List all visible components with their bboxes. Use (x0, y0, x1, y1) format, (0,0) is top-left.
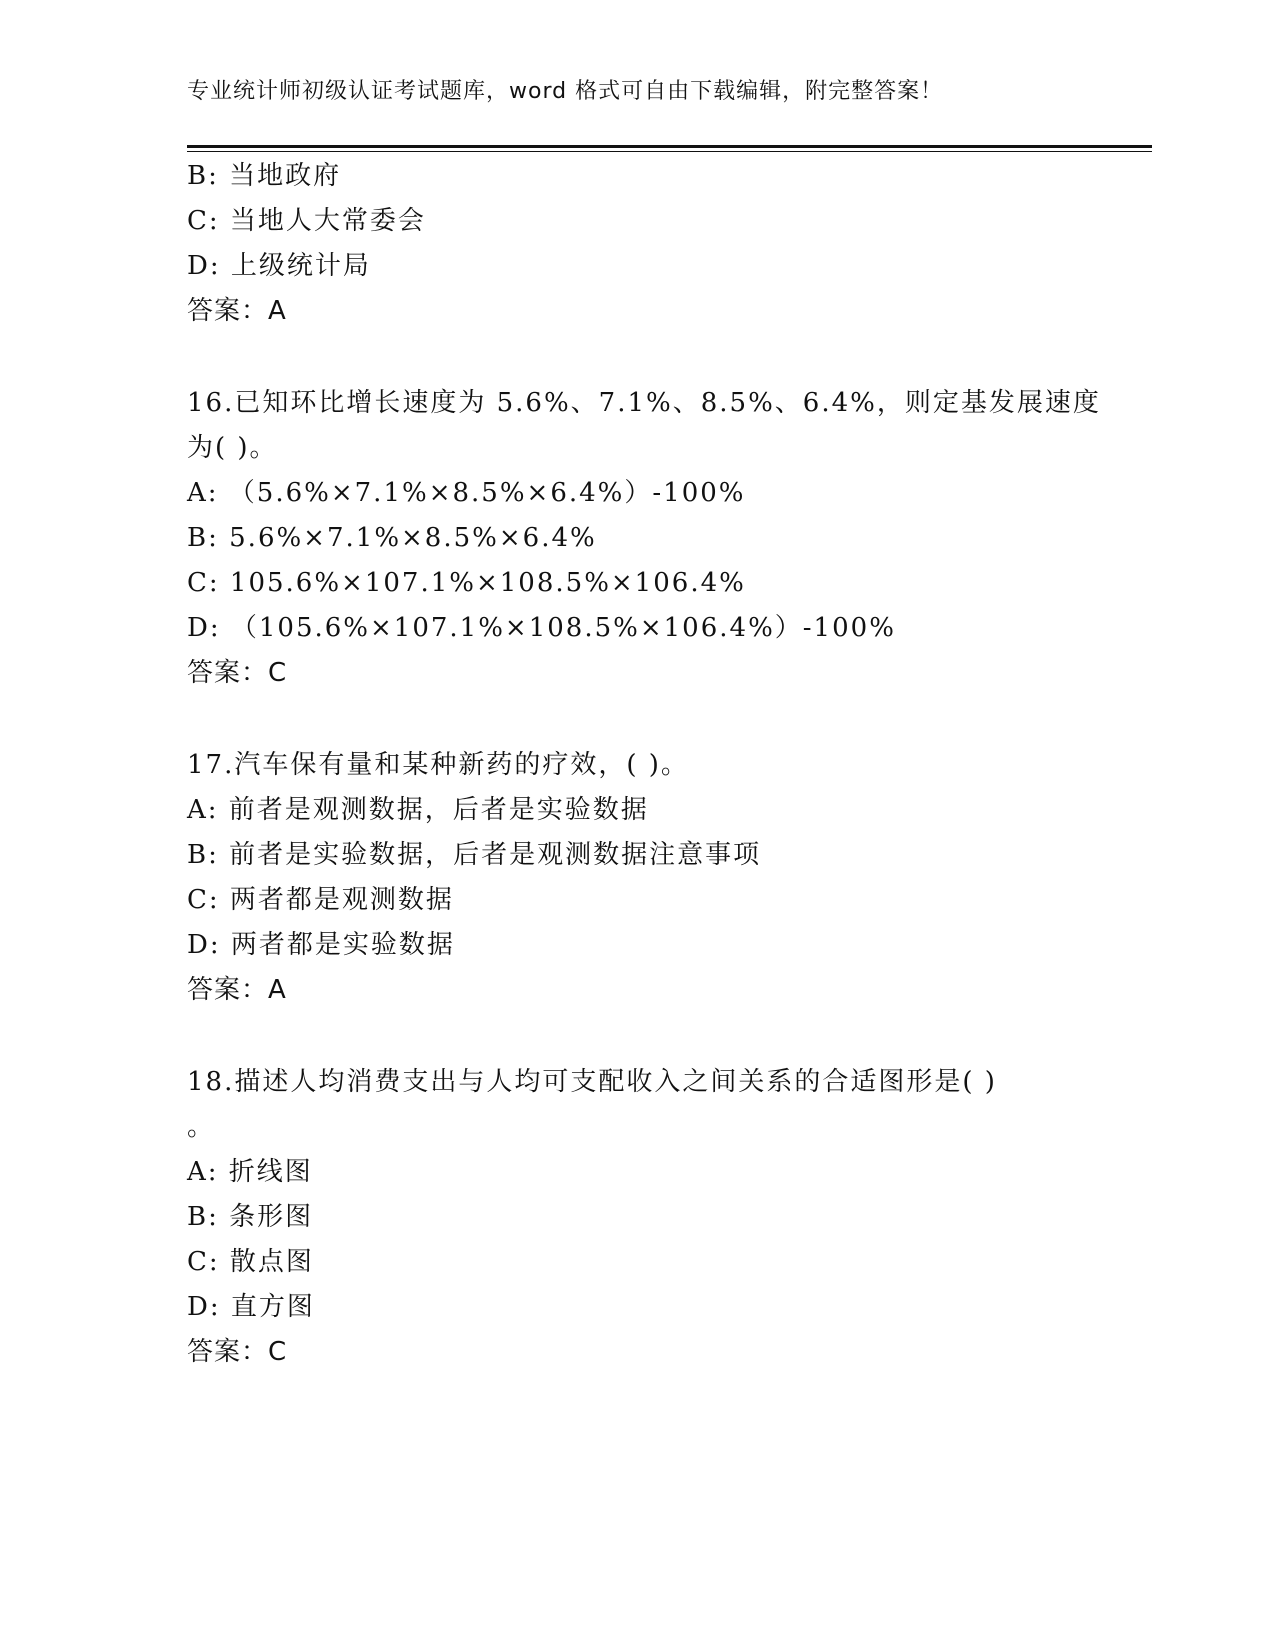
q16-stem-line1: 16.已知环比增长速度为 5.6%、7.1%、8.5%、6.4%，则定基发展速度 (187, 388, 1101, 418)
q17-answer: 答案：A (187, 975, 287, 1005)
q18-option-a: A: 折线图 (187, 1157, 313, 1187)
q15-option-d: D: 上级统计局 (187, 251, 371, 281)
q17-option-b: B: 前者是实验数据，后者是观测数据注意事项 (187, 840, 762, 870)
q18-option-b: B: 条形图 (187, 1202, 314, 1232)
q17-stem-line1: 17.汽车保有量和某种新药的疗效，( )。 (187, 750, 689, 780)
q15-answer: 答案：A (187, 296, 287, 326)
q18-option-c: C: 散点图 (187, 1247, 314, 1277)
q17-option-d: D: 两者都是实验数据 (187, 930, 455, 960)
q17-option-a: A: 前者是观测数据，后者是实验数据 (187, 795, 649, 825)
q17-option-c: C: 两者都是观测数据 (187, 885, 454, 915)
q16-stem-line2: 为( )。 (187, 433, 278, 463)
q15-option-c: C: 当地人大常委会 (187, 206, 426, 236)
q16-answer: 答案：C (187, 658, 288, 688)
header-rule-thick (187, 145, 1152, 148)
q18-answer: 答案：C (187, 1337, 288, 1367)
q16-option-c: C: 105.6%×107.1%×108.5%×106.4% (187, 568, 746, 598)
q16-option-b: B: 5.6%×7.1%×8.5%×6.4% (187, 523, 597, 553)
page-header: 专业统计师初级认证考试题库，word 格式可自由下载编辑，附完整答案！ (187, 79, 944, 104)
q18-stem-line1: 18.描述人均消费支出与人均可支配收入之间关系的合适图形是( ) (187, 1067, 997, 1097)
q18-option-d: D: 直方图 (187, 1292, 315, 1322)
q15-option-b: B: 当地政府 (187, 161, 342, 191)
q16-option-d: D: （105.6%×107.1%×108.5%×106.4%）-100% (187, 613, 896, 643)
q16-option-a: A: （5.6%×7.1%×8.5%×6.4%）-100% (187, 478, 746, 508)
header-rule-thin (187, 151, 1152, 152)
q18-stem-line2: 。 (187, 1112, 216, 1142)
